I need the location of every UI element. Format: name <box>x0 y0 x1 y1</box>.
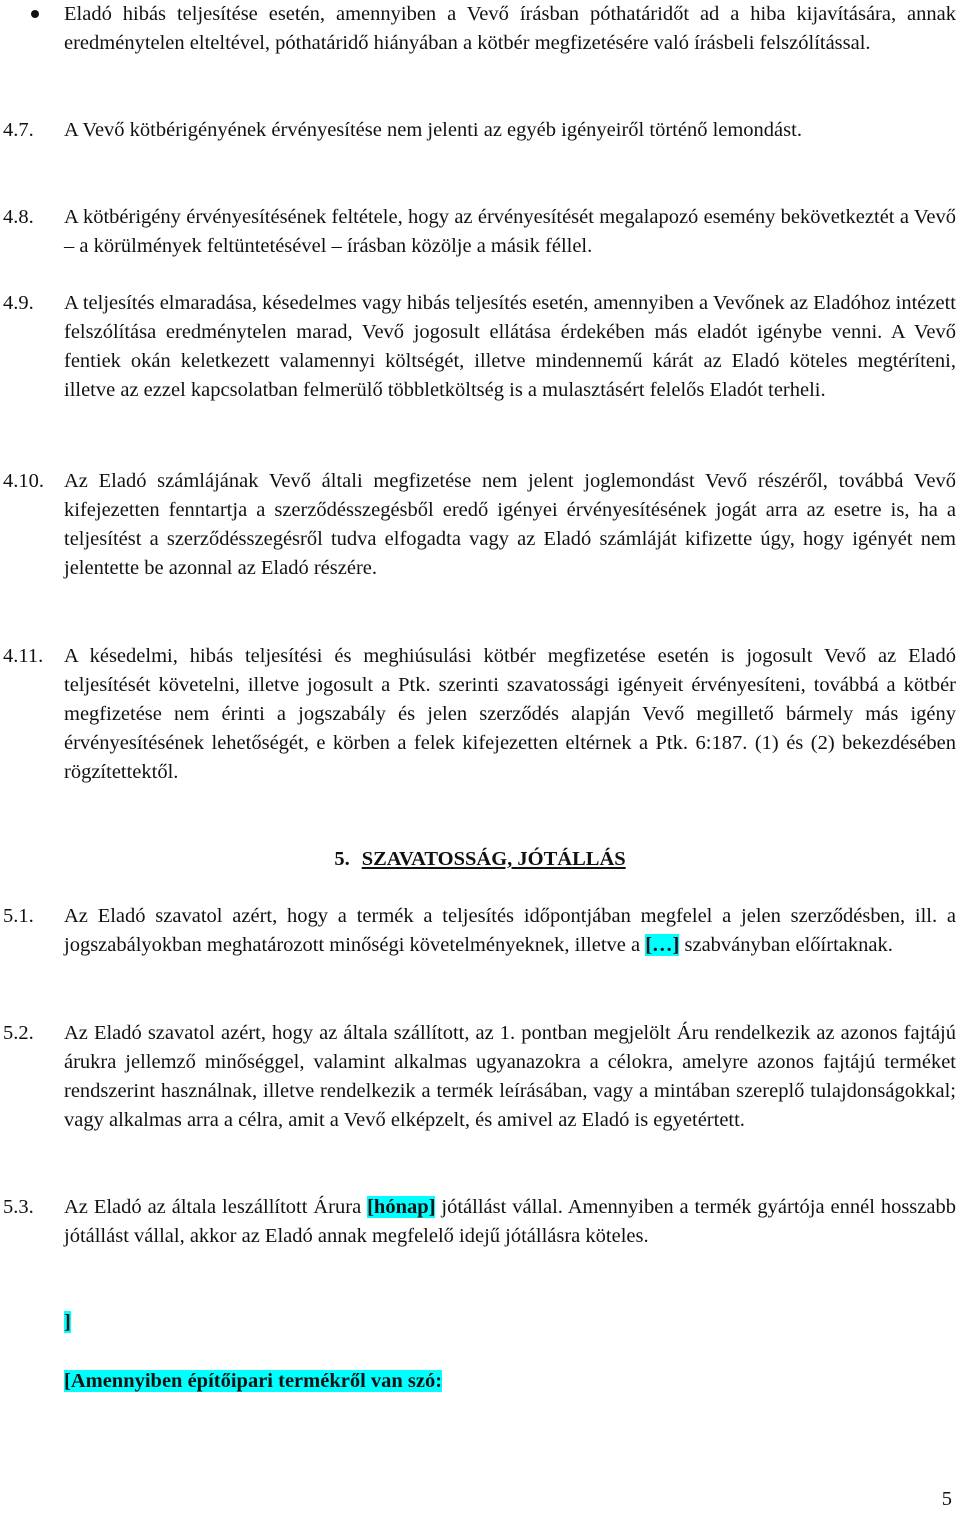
clause-text-end: jótállást vállal. Amennyiben a termék gyártója ennél hosszabb jótállást vállal, akkor az Eladó annak megfelelő idejű jótállásra köteles. <box>64 1196 956 1247</box>
clause-number: 4.10. <box>3 470 44 492</box>
section-title-text: SZAVATOSSÁG, JÓTÁLLÁS <box>361 848 626 870</box>
clause-number: 5.2. <box>3 1022 34 1044</box>
bullet-text: Eladó hibás teljesítése esetén, amennyiben a Vevő írásban póthatáridőt ad a hiba kijavítására, annak eredménytelen elteltével, póthatáridő hiányában a kötbér megfizetésére való írásbeli felszólítással. <box>64 3 956 54</box>
section-heading <box>0 845 960 874</box>
clause-text: Az Eladó szavatol azért, hogy az általa szállított, az 1. pontban megjelölt Áru rendelkezik az azonos fajtájú árukra jellemző minőséggel, valamint alkalmas ugyanazokra a célokra, amelyre azonos fajtájú terméket rendszerint használnak, illetve rendelkezik a termék leírásában, vagy a mintában szereplő tulajdonságokkal; vagy alkalmas arra a célra, amit a Vevő elképzelt, és amivel az Eladó is egyetértett. <box>64 1022 956 1131</box>
clause-5-3 <box>3 1193 956 1251</box>
clause-number: 4.7. <box>3 119 34 141</box>
section-number: 5. <box>334 848 350 870</box>
clause-number: 5.1. <box>3 905 34 927</box>
clause-text: Az Eladó az általa leszállított Árura <box>64 1196 368 1218</box>
clause-4-11 <box>3 642 956 787</box>
clause-5-1 <box>3 902 956 960</box>
highlighted-heading-line <box>64 1367 442 1396</box>
page-number: 5 <box>941 1488 952 1510</box>
bullet-icon <box>31 10 39 18</box>
clause-4-10 <box>3 467 956 583</box>
clause-text: A kötbérigény érvényesítésének feltétele, hogy az érvényesítését megalapozó esemény bekövetkeztét a Vevő – a körülmények feltüntetésével – írásban közölje a másik féllel. <box>64 206 956 257</box>
lone-bracket-line <box>64 1308 71 1337</box>
clause-number: 4.9. <box>3 292 34 314</box>
clause-text: A teljesítés elmaradása, késedelmes vagy hibás teljesítés esetén, amennyiben a Vevőnek az Eladóhoz intézett felszólítása eredménytelen marad, Vevő jogosult ellátása érdekében más eladót igénybe venni. A Vevő fentiek okán keletkezett valamennyi költségét, illetve mindennemű kárát az Eladó köteles megtéríteni, illetve az ezzel kapcsolatban felmerülő többletköltség is a mulasztásért felelős Eladót terheli. <box>64 292 956 401</box>
highlighted-placeholder: […] <box>645 934 680 956</box>
clause-text: Az Eladó számlájának Vevő általi megfizetése nem jelent joglemondást Vevő részéről, továbbá Vevő kifejezetten fenntartja a szerződésszegésből eredő igényei érvényesítésének jogát arra az esetre is, ha a teljesítést a szerződésszegésről tudva elfogadta vagy az Eladó számláját kifizette úgy, hogy igényét nem jelentette be azonnal az Eladó részére. <box>64 470 956 579</box>
clause-4-7 <box>3 116 956 145</box>
clause-text-end: szabványban előírtaknak. <box>679 934 893 956</box>
highlighted-heading: [Amennyiben építőipari termékről van szó: <box>64 1370 443 1392</box>
clause-text: A Vevő kötbérigényének érvényesítése nem jelenti az egyéb igényeiről történő lemondást. <box>64 119 802 141</box>
highlighted-placeholder: [hónap] <box>367 1196 436 1218</box>
clause-4-8 <box>3 203 956 261</box>
clause-text: A késedelmi, hibás teljesítési és meghiúsulási kötbér megfizetése esetén is jogosult Vevő az Eladó teljesítését követelni, illetve jogosult a Ptk. szerinti szavatossági igényeit érvényesíteni, továbbá a kötbér megfizetése nem érinti a jogszabály és jelen szerződés alapján Vevő megillető bármely más igény érvényesítésének lehetőségét, e körben a felek kifejezetten eltérnek a Ptk. 6:187. (1) és (2) bekezdésében rögzítettektől. <box>64 645 956 783</box>
bullet-item <box>64 0 956 58</box>
highlighted-bracket: ] <box>64 1311 71 1333</box>
clause-4-9 <box>3 289 956 405</box>
clause-number: 4.8. <box>3 206 34 228</box>
clause-5-2 <box>3 1019 956 1135</box>
clause-number: 5.3. <box>3 1196 34 1218</box>
clause-number: 4.11. <box>3 645 44 667</box>
clause-text: Az Eladó szavatol azért, hogy a termék a teljesítés időpontjában megfelel a jelen szerződésben, ill. a jogszabályokban meghatározott minőségi követelményeknek, illetve a <box>64 905 956 956</box>
